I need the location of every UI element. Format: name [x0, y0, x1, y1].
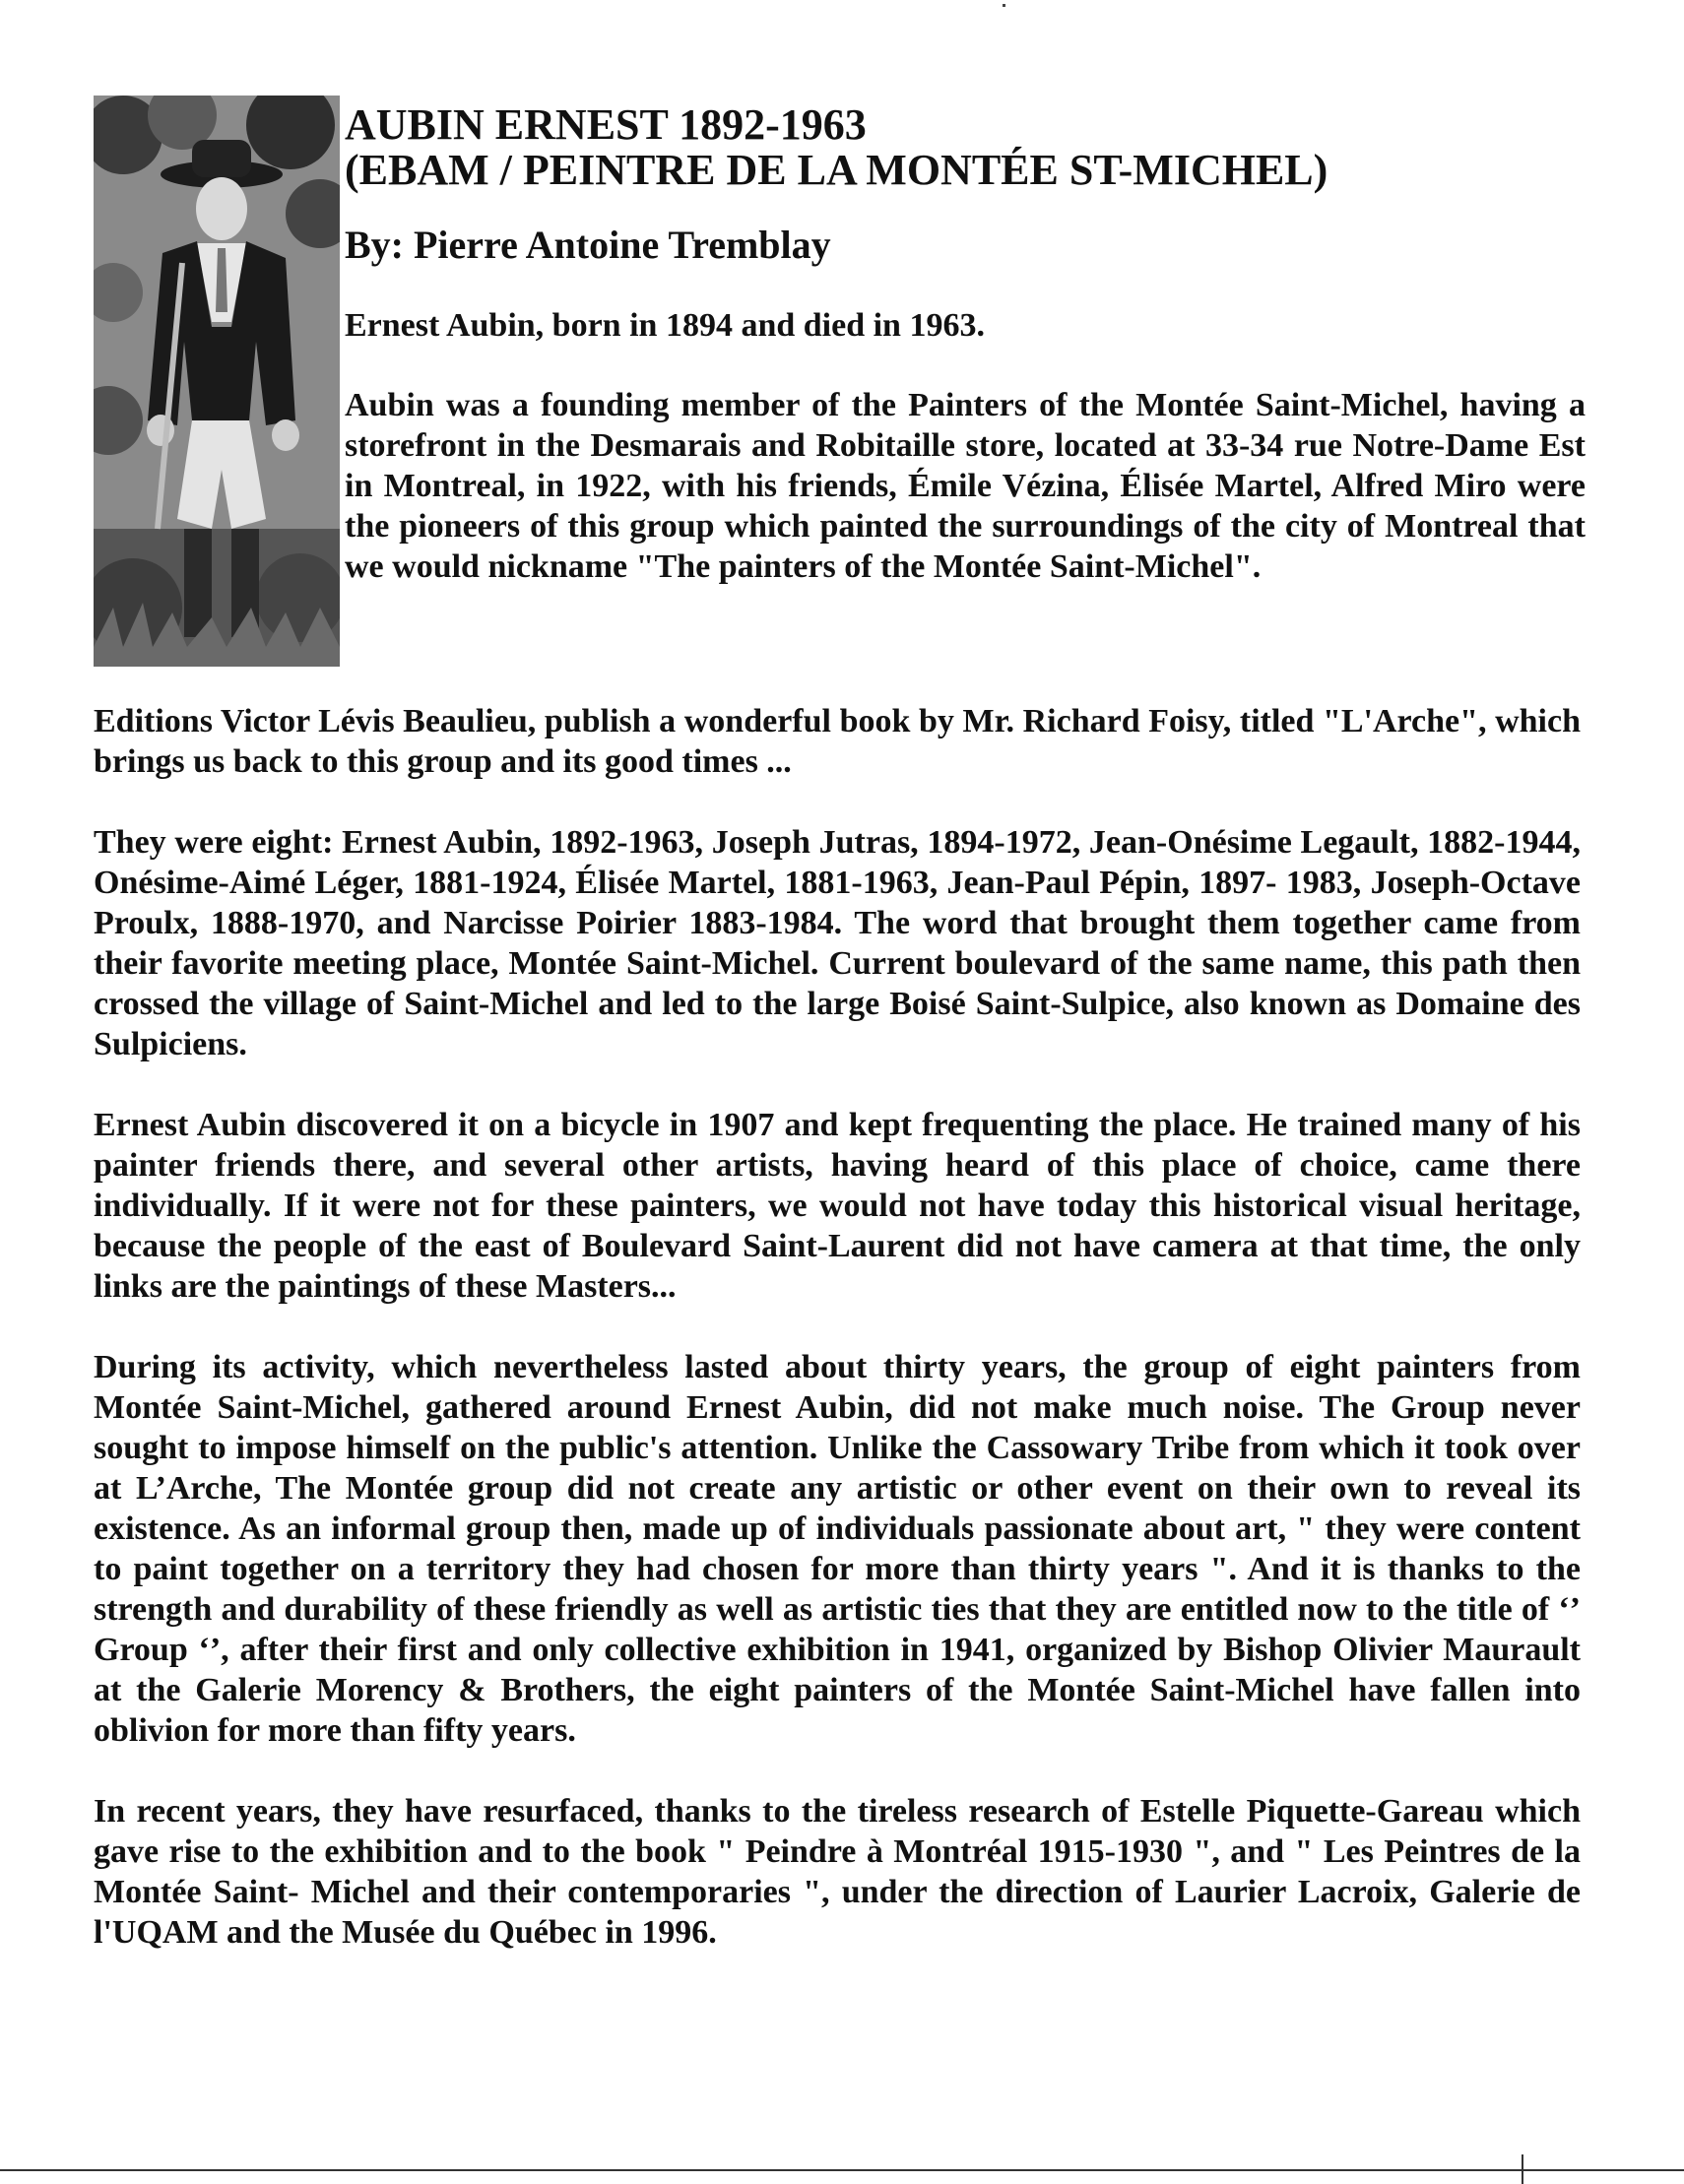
footer-tick: [1522, 2154, 1523, 2184]
article-body: [94, 701, 1581, 1993]
portrait-photo: [94, 96, 340, 667]
footer-rule: [0, 2169, 1684, 2171]
paragraph-1: Ernest Aubin, born in 1894 and died in 1963.: [345, 307, 985, 344]
title-line-1: AUBIN ERNEST 1892-1963: [345, 100, 867, 149]
scan-speck: [1003, 4, 1005, 7]
paragraph-6: During its activity, which nevertheless lasted about thirty years, the group of eight painters from Montée Saint-Michel, gathered around Ernest Aubin, did not make much noise. The Group never sought to impose himself on the public's attention. Unlike the Cassowary Tribe from which it took over at L’Arche, The Montée group did not create any artistic or other event on their own to reveal its existence. As an informal group then, made up of individuals passionate about art, " they were content to paint together on a territory they had chosen for more than thirty years ". And it is thanks to the strength and durability of these friendly as well as artistic ties that they are entitled now to the title of ‘’ Group ‘’, after their first and only collective exhibition in 1941, organized by Bishop Olivier Maurault at the Galerie Morency & Brothers, the eight painters of the Montée Saint-Michel have fallen into oblivion for more than fifty years.: [94, 1349, 1581, 1749]
paragraph-4: They were eight: Ernest Aubin, 1892-1963, Joseph Jutras, 1894-1972, Jean-Onésime Legault, 1882-1944, Onésime-Aimé Léger, 1881-1924, Élisée Martel, 1881-1963, Jean-Paul Pépin, 1897- 1983, Joseph-Octave Proulx, 1888-1970, and Narcisse Poirier 1883-1984. The word that brought them together came from their favorite meeting place, Montée Saint-Michel. Current boulevard of the same name, this path then crossed the village of Saint-Michel and led to the large Boisé Saint-Sulpice, also known as Domaine des Sulpiciens.: [94, 824, 1581, 1062]
paragraph-3: Editions Victor Lévis Beaulieu, publish a wonderful book by Mr. Richard Foisy, titled "L'Arche", which brings us back to this group and its good times ...: [94, 703, 1581, 780]
article-header: [345, 102, 1586, 587]
title-line-2: (EBAM / PEINTRE DE LA MONTÉE ST-MICHEL): [345, 146, 1328, 194]
paragraph-7: In recent years, they have resurfaced, thanks to the tireless research of Estelle Piquette-Gareau which gave rise to the exhibition and to the book " Peindre à Montréal 1915-1930 ", and " Les Peintres de la Montée Saint- Michel and their contemporaries ", under the direction of Laurier Lacroix, Galerie de l'UQAM and the Musée du Québec in 1996.: [94, 1793, 1581, 1951]
paragraph-5: Ernest Aubin discovered it on a bicycle in 1907 and kept frequenting the place. He trained many of his painter friends there, and several other artists, having heard of this place of choice, came there individually. If it were not for these painters, we would not have today this historical visual heritage, because the people of the east of Boulevard Saint-Laurent did not have camera at that time, the only links are the paintings of these Masters...: [94, 1107, 1581, 1305]
paragraph-2: Aubin was a founding member of the Painters of the Montée Saint-Michel, having a storefront in the Desmarais and Robitaille store, located at 33-34 rue Notre-Dame Est in Montreal, in 1922, with his friends, Émile Vézina, Élisée Martel, Alfred Miro were the pioneers of this group which painted the surroundings of the city of Montreal that we would nickname "The painters of the Montée Saint-Michel".: [345, 387, 1586, 585]
portrait-image: [94, 96, 340, 667]
byline: By: Pierre Antoine Tremblay: [345, 223, 831, 267]
